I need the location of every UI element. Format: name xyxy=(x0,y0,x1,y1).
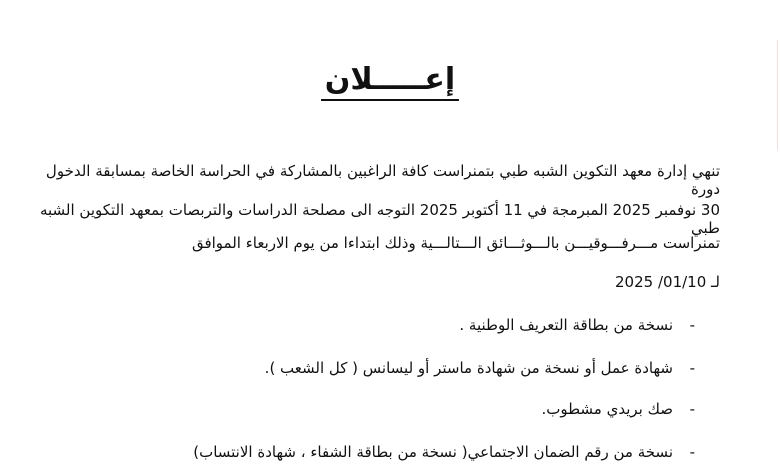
document-list-item xyxy=(30,400,695,418)
paragraph-line: تنهي إدارة معهد التكوين الشبه طبي بتمنراست كافة الراغبين بالمشاركة في الحراسة الخاصة بمسابقة الدخول دورة xyxy=(45,162,720,198)
paragraph-line: تمنراست مـــرفـــوقيـــن بالـــوثـــائق الـــتالـــية وذلك ابتداءا من يوم الاربعاء الموافق xyxy=(191,234,720,252)
document-list-item xyxy=(30,316,695,334)
document-text: شهادة عمل أو نسخة من شهادة ماستر أو ليسانس ( كل الشعب ). xyxy=(264,359,673,377)
document-text: نسخة من رقم الضمان الاجتماعي( نسخة من بطاقة الشفاء ، شهادة الانتساب) xyxy=(193,443,673,461)
bullet-dash: - xyxy=(689,400,695,418)
bullet-dash: - xyxy=(689,316,695,334)
document-list-item xyxy=(30,359,695,377)
document-list-item xyxy=(30,443,695,461)
paragraph-date-line: لـ 01/10/ 2025 xyxy=(615,273,720,291)
announcement-title xyxy=(0,62,780,97)
document-text: نسخة من بطاقة التعريف الوطنية . xyxy=(459,316,673,334)
paragraph-line: 30 نوفمبر 2025 المبرمجة في 11 أكتوبر 2025 التوجه الى مصلحة الدراسات والتربصات بمعهد التكوين الشبه طبي xyxy=(39,201,720,237)
bullet-dash: - xyxy=(689,443,695,461)
bullet-dash: - xyxy=(689,359,695,377)
title-text: إعـــــلان xyxy=(321,62,459,101)
document-text: صك بريدي مشطوب. xyxy=(541,400,673,418)
